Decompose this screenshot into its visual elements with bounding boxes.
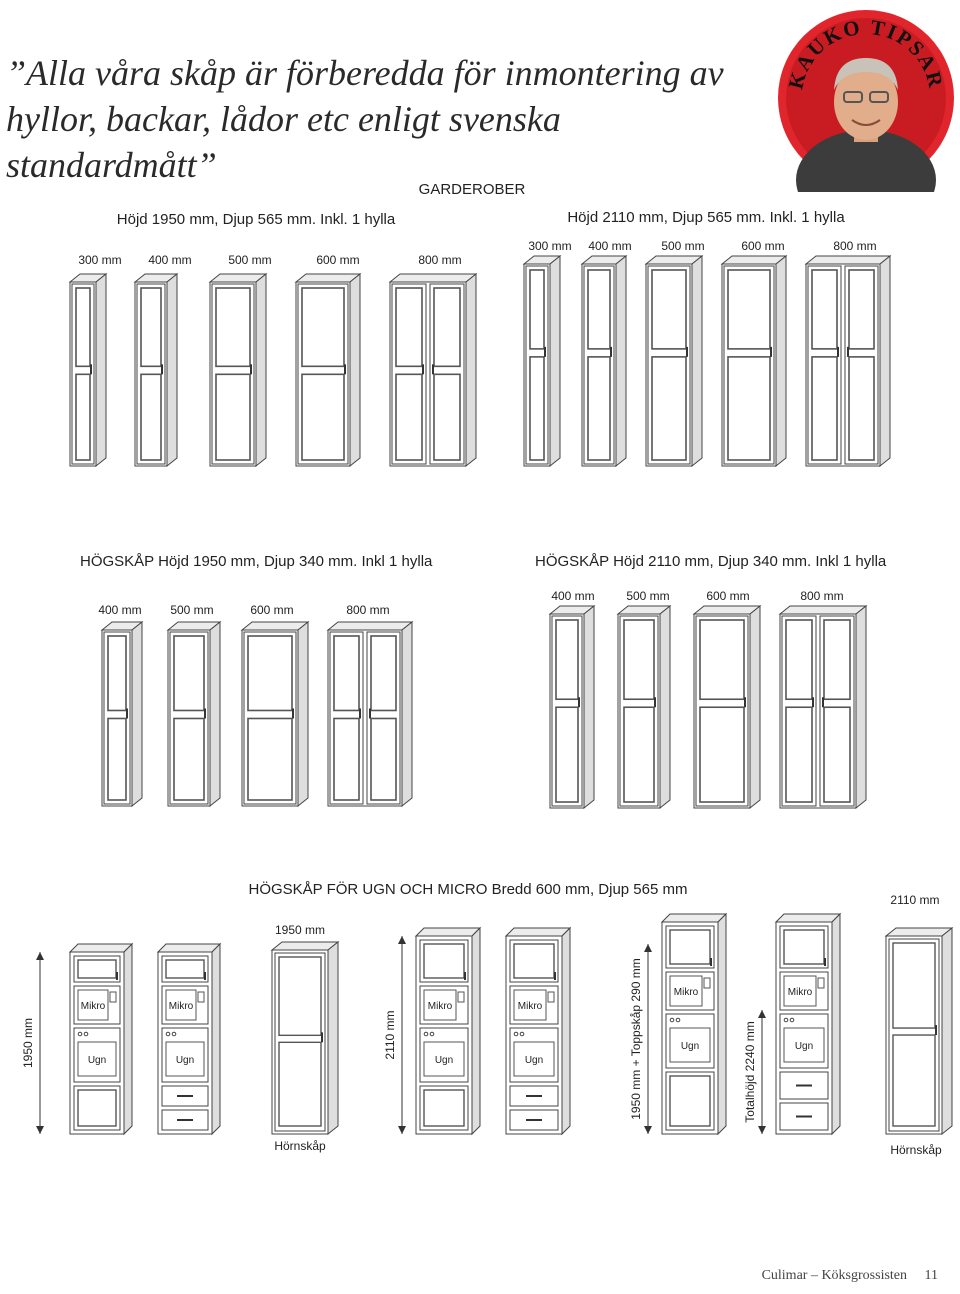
cabinet-side — [832, 914, 840, 1134]
cabinet-top — [886, 928, 952, 936]
cabinet-side — [718, 914, 726, 1134]
door-handle — [161, 364, 163, 374]
wardrobe-left-width-label: 300 mm — [78, 253, 122, 267]
wardrobe-right-width-label: 400 mm — [588, 239, 632, 253]
door-handle — [578, 697, 580, 707]
microwave-label: Mikro — [80, 1001, 106, 1012]
wardrobe-left-width-label: 500 mm — [228, 253, 272, 267]
cabinet-side — [692, 256, 702, 466]
badge-text: KAUKO TIPSAR — [783, 14, 949, 92]
wardrobe-left-cabinet — [296, 274, 360, 466]
oven-cabinet-2110-drawers — [506, 928, 570, 1134]
wardrobe-right-cabinet — [524, 256, 560, 466]
tall-right-width-label: 500 mm — [626, 589, 670, 603]
wardrobe-right-cabinet — [722, 256, 786, 466]
door-handle — [686, 347, 688, 357]
oven-label: Ugn — [680, 1041, 700, 1052]
tall-left-cabinet — [102, 622, 142, 806]
wardrobe-right-width-label: 800 mm — [833, 239, 877, 253]
cabinet-side — [212, 944, 220, 1134]
dim-1950-label: 1950 mm — [21, 1017, 35, 1069]
cabinet-side — [472, 928, 480, 1134]
tall-right-cabinet — [780, 606, 866, 808]
door-leaf — [696, 616, 748, 806]
oven-cabinet-2110-door — [416, 928, 480, 1134]
door-leaf — [648, 266, 690, 464]
tall-left-width-label: 400 mm — [98, 603, 142, 617]
cabinet-side — [402, 622, 412, 806]
top-door-handle — [824, 958, 826, 966]
top-door-handle — [710, 958, 712, 966]
footer-brand: Culimar – Köksgrossisten — [761, 1268, 908, 1283]
oven-cabinet-1950-drawers — [158, 944, 220, 1134]
oven-cabinet-top-drawers — [776, 914, 840, 1134]
top-door — [510, 940, 558, 982]
wardrobe-left-cabinet — [390, 274, 476, 466]
wardrobe-right-cabinet — [582, 256, 626, 466]
door-handle — [422, 364, 424, 374]
oven-title: HÖGSKÅP FÖR UGN OCH MICRO Bredd 600 mm, Djup 565 mm — [248, 881, 688, 898]
wardrobe-right-cabinet — [646, 256, 702, 466]
label-2110-right: 2110 mm — [890, 893, 940, 907]
door-handle — [837, 347, 839, 357]
oven-cabinet-1950-door — [70, 944, 132, 1134]
top-door-handle — [464, 972, 466, 980]
door-handle — [812, 697, 814, 707]
wardrobe-right-width-label: 300 mm — [528, 239, 572, 253]
cabinet-side — [350, 274, 360, 466]
door-handle — [369, 708, 371, 718]
top-door-handle — [554, 972, 556, 980]
door-handle — [126, 708, 128, 718]
bottom-door — [666, 1072, 714, 1130]
label-1950: 1950 mm — [274, 923, 326, 937]
tall-right-width-label: 600 mm — [706, 589, 750, 603]
top-door — [420, 940, 468, 982]
cabinet-side — [776, 256, 786, 466]
cabinet-side — [96, 274, 106, 466]
dim-1950-top-arrow-top — [644, 944, 652, 952]
door-handle — [432, 364, 434, 374]
door-handle — [90, 364, 92, 374]
door-handle — [822, 697, 824, 707]
drawer-handle — [177, 1095, 193, 1097]
door-leaf — [724, 266, 774, 464]
page-footer — [762, 1268, 938, 1284]
cabinet-top — [70, 944, 132, 952]
dim-2110-arrow-top — [398, 936, 406, 944]
dim-total-arrow-bottom — [758, 1126, 766, 1134]
door-leaf — [845, 266, 878, 464]
wardrobe-left-width-label: 800 mm — [418, 253, 462, 267]
cabinet-top — [662, 914, 726, 922]
corner-label-2110: Hörnskåp — [890, 1143, 942, 1157]
dim-1950-top-arrow-bottom — [644, 1126, 652, 1134]
oven-label: Ugn — [434, 1055, 454, 1066]
dim-total-label: Totalhöjd 2240 mm — [743, 1021, 757, 1123]
tall-left-width-label: 500 mm — [170, 603, 214, 617]
microwave-label: Mikro — [787, 987, 813, 998]
door-handle — [847, 347, 849, 357]
tall-right-cabinet — [550, 606, 594, 808]
top-door — [666, 926, 714, 968]
cabinet-side — [298, 622, 308, 806]
corner-cabinet-1950 — [272, 942, 338, 1134]
drawer-handle — [177, 1119, 193, 1121]
cabinet-side — [880, 256, 890, 466]
door-handle — [770, 347, 772, 357]
cabinet-side — [167, 274, 177, 466]
door-leaf — [620, 616, 658, 806]
cabinet-side — [328, 942, 338, 1134]
cabinet-top — [806, 256, 890, 264]
wardrobe-left-cabinet — [210, 274, 266, 466]
door-handle — [544, 347, 546, 357]
cabinet-side — [550, 256, 560, 466]
door-leaf — [808, 266, 841, 464]
cabinet-top — [506, 928, 570, 936]
cabinet-top — [296, 274, 360, 282]
door-handle — [204, 708, 206, 718]
door-handle — [744, 697, 746, 707]
dim-1950-top-label: 1950 mm + Toppskåp 290 mm — [629, 958, 643, 1120]
tall-left-cabinet — [168, 622, 220, 806]
tall-left-cabinet — [242, 622, 308, 806]
wardrobe-left-caption: Höjd 1950 mm, Djup 565 mm. Inkl. 1 hylla — [116, 211, 396, 228]
tall-right-cabinet — [618, 606, 670, 808]
top-door-handle — [116, 972, 118, 980]
dim-1950-arrow-bottom — [36, 1126, 44, 1134]
door-handle — [344, 364, 346, 374]
wardrobe-left-cabinet — [135, 274, 177, 466]
door-handle — [610, 347, 612, 357]
dim-2110-label: 2110 mm — [383, 1010, 397, 1060]
corner-door-handle — [935, 1025, 937, 1035]
tall-left-cabinet — [328, 622, 412, 806]
dim-2110-arrow-bottom — [398, 1126, 406, 1134]
door-leaf — [820, 616, 854, 806]
intro-quote-line-1: ”Alla våra skåp är förberedda för inmontering av — [6, 53, 724, 93]
cabinet-side — [562, 928, 570, 1134]
bottom-door — [74, 1086, 120, 1130]
cabinet-top — [158, 944, 220, 952]
dim-1950-arrow-top — [36, 952, 44, 960]
tall-right-title: HÖGSKÅP Höjd 2110 mm, Djup 340 mm. Inkl 1 hylla — [535, 553, 887, 570]
oven-label: Ugn — [524, 1055, 544, 1066]
door-handle — [250, 364, 252, 374]
cabinet-top — [242, 622, 308, 630]
cabinet-side — [660, 606, 670, 808]
wardrobe-left-width-label: 400 mm — [148, 253, 192, 267]
cabinet-side — [942, 928, 952, 1134]
cabinet-side — [256, 274, 266, 466]
corner-label-1950: Hörnskåp — [274, 1139, 326, 1153]
cabinet-top — [272, 942, 338, 950]
cabinet-top — [780, 606, 866, 614]
cabinet-side — [616, 256, 626, 466]
intro-quote-line-2: hyllor, backar, lådor etc enligt svenska standardmått” — [6, 99, 561, 185]
wardrobe-left-cabinet — [70, 274, 106, 466]
door-leaf — [782, 616, 816, 806]
drawer-handle — [526, 1119, 542, 1121]
door-handle — [292, 708, 294, 718]
tall-right-width-label: 400 mm — [551, 589, 595, 603]
tall-left-title: HÖGSKÅP Höjd 1950 mm, Djup 340 mm. Inkl 1 hylla — [80, 553, 433, 570]
oven-label: Ugn — [87, 1055, 107, 1066]
wardrobe-title: GARDEROBER — [418, 181, 526, 198]
cabinet-side — [132, 622, 142, 806]
tall-right-width-label: 800 mm — [800, 589, 844, 603]
cabinet-side — [210, 622, 220, 806]
drawer-handle — [796, 1085, 812, 1087]
top-door-handle — [204, 972, 206, 980]
drawer-handle — [526, 1095, 542, 1097]
door-handle — [359, 708, 361, 718]
corner-cabinet-2110 — [886, 928, 952, 1134]
microwave-label: Mikro — [427, 1001, 453, 1012]
wardrobe-right-width-label: 500 mm — [661, 239, 705, 253]
wardrobe-left-width-label: 600 mm — [316, 253, 360, 267]
oven-label: Ugn — [794, 1041, 814, 1052]
wardrobe-right-caption: Höjd 2110 mm, Djup 565 mm. Inkl. 1 hylla — [567, 209, 845, 226]
dim-total-arrow-top — [758, 1010, 766, 1018]
oven-label: Ugn — [175, 1055, 195, 1066]
cabinet-top — [328, 622, 412, 630]
wardrobe-right-cabinet — [806, 256, 890, 466]
top-door — [780, 926, 828, 968]
corner-door-handle — [321, 1032, 323, 1042]
oven-cabinet-top-door — [662, 914, 726, 1134]
cabinet-side — [124, 944, 132, 1134]
tall-left-width-label: 800 mm — [346, 603, 390, 617]
tall-right-cabinet — [694, 606, 760, 808]
cabinet-side — [856, 606, 866, 808]
door-handle — [654, 697, 656, 707]
drawer-handle — [796, 1116, 812, 1118]
wardrobe-right-width-label: 600 mm — [741, 239, 785, 253]
cabinet-side — [584, 606, 594, 808]
cabinet-top — [694, 606, 760, 614]
cabinet-side — [750, 606, 760, 808]
microwave-label: Mikro — [673, 987, 699, 998]
cabinet-top — [776, 914, 840, 922]
cabinet-top — [390, 274, 476, 282]
cabinet-top — [722, 256, 786, 264]
cabinet-top — [416, 928, 480, 936]
tall-left-width-label: 600 mm — [250, 603, 294, 617]
cabinet-side — [466, 274, 476, 466]
bottom-door — [420, 1086, 468, 1130]
microwave-label: Mikro — [517, 1001, 543, 1012]
microwave-label: Mikro — [168, 1001, 194, 1012]
page-number: 11 — [924, 1268, 938, 1283]
